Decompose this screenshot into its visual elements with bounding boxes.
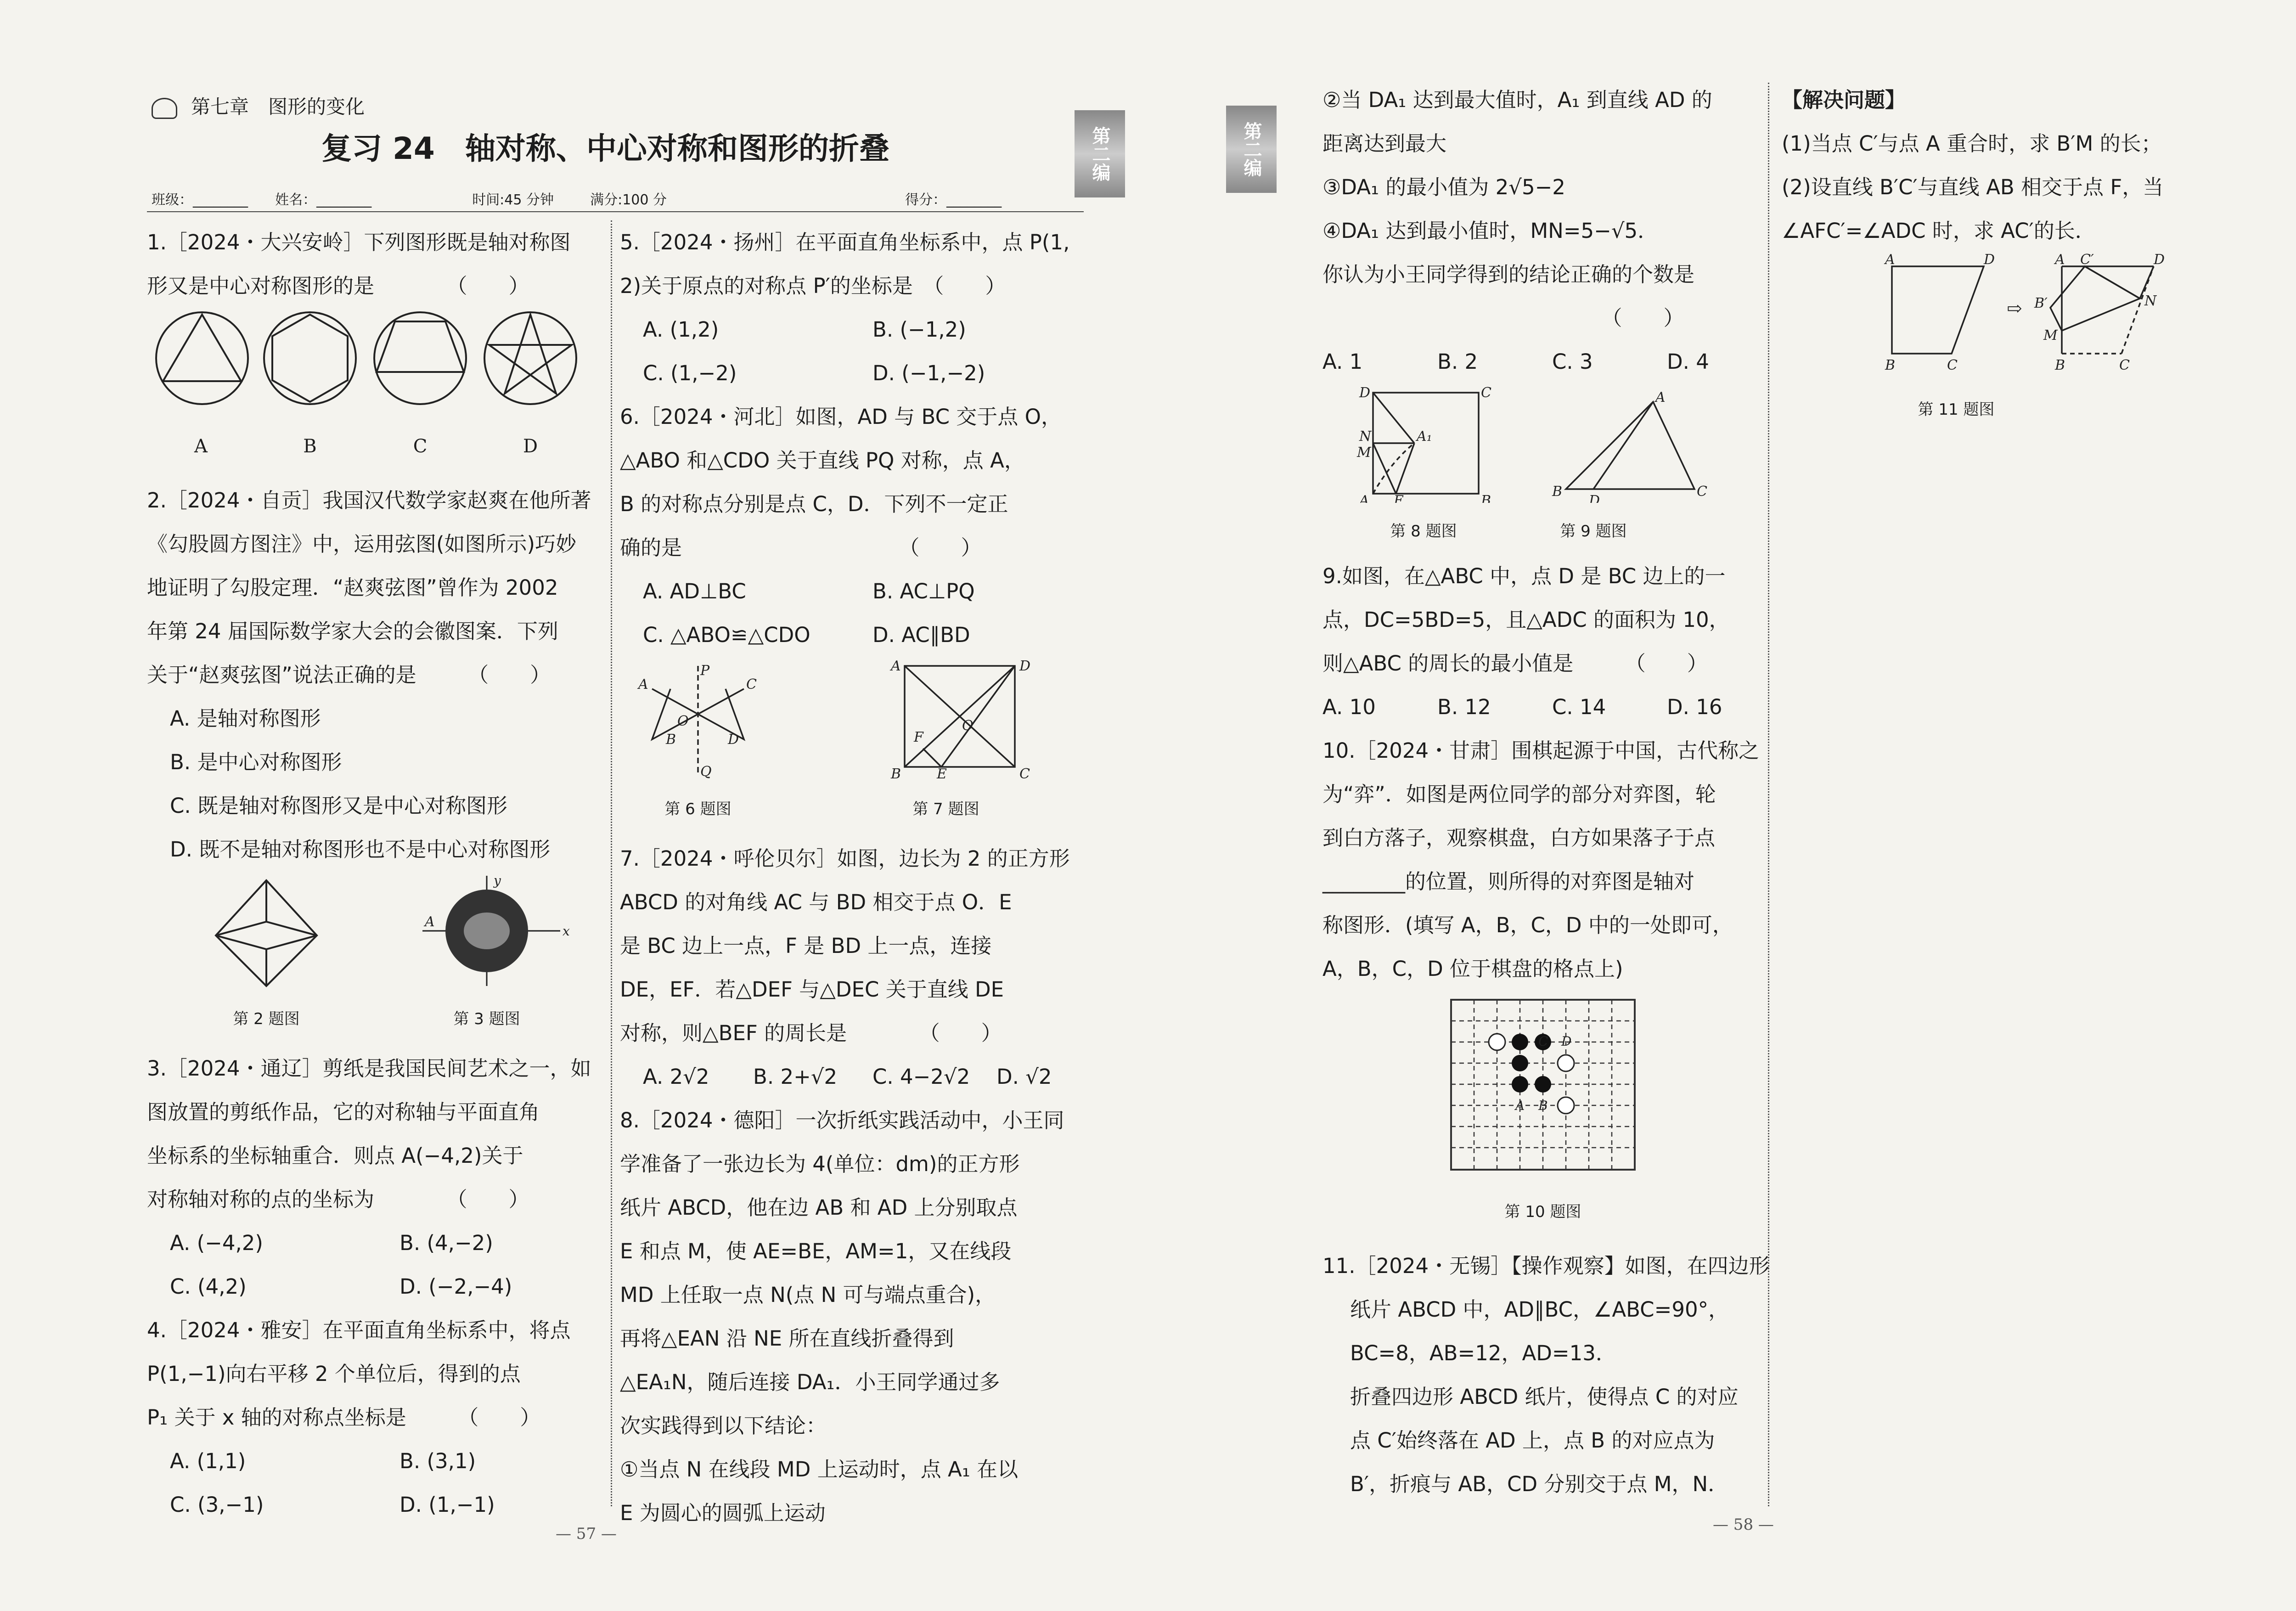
q2-line-3: 地证明了勾股定理．“赵爽弦图”曾作为 2002 — [147, 575, 558, 600]
chapter-icon — [152, 98, 177, 119]
q8-option-b: B. 2 — [1437, 349, 1478, 374]
svg-text:C: C — [1019, 766, 1030, 781]
q8-line-5: MD 上任取一点 N(点 N 可与端点重合)， — [620, 1283, 996, 1307]
q7-line-1: 7.［2024・呼伦贝尔］如图，边长为 2 的正方形 — [620, 846, 1070, 871]
got-label: 得分：________ — [905, 192, 1002, 208]
q6-option-d: D. AC∥BD — [872, 623, 970, 647]
q6-labels — [637, 663, 757, 780]
q9-option-c: C. 14 — [1552, 695, 1606, 719]
q1-label-d: D — [523, 436, 538, 457]
q1-figure-c — [374, 312, 466, 404]
svg-text:Q: Q — [700, 764, 712, 780]
svg-text:A: A — [425, 914, 435, 930]
q10-caption: 第 10 题图 — [1504, 1203, 1581, 1221]
far-right-column — [1782, 78, 2241, 423]
q2-line-2: 《勾股圆方图注》中，运用弦图(如图所示)巧妙 — [147, 532, 577, 556]
q6-line-3: B 的对称点分别是点 C，D．下列不一定正 — [620, 492, 1008, 516]
svg-text:A: A — [1885, 253, 1895, 268]
svg-text:B: B — [1885, 357, 1896, 373]
svg-text:D: D — [728, 732, 739, 748]
q8-line-2: 学准备了一张边长为 4(单位：dm)的正方形 — [620, 1152, 1020, 1176]
svg-text:D: D — [1019, 658, 1031, 674]
q8-cont-line-5: 你认为小王同学得到的结论正确的个数是 — [1322, 262, 1695, 287]
q5-line-1: 5.［2024・扬州］在平面直角坐标系中，点 P(1, — [620, 230, 1070, 254]
svg-text:C: C — [2119, 357, 2130, 373]
q8-cont-line-4: ④DA₁ 达到最小值时，MN=5−√5． — [1322, 219, 1659, 243]
q4-line-3: P₁ 关于 x 轴的对称点坐标是 （ ） — [147, 1405, 541, 1430]
svg-text:E: E — [937, 766, 947, 781]
svg-text:D: D — [2154, 253, 2165, 268]
q8-line-4: E 和点 M，使 AE=BE，AM=1，又在线段 — [620, 1239, 1012, 1263]
q8-line-8: 次实践得到以下结论： — [620, 1414, 827, 1438]
q1-figures — [147, 308, 588, 418]
q9-option-a: A. 10 — [1322, 695, 1376, 719]
q2-line-4: 年第 24 届国际数学家大会的会徽图案．下列 — [147, 619, 558, 643]
chapter-heading: 第七章 图形的变化 — [152, 92, 365, 119]
time-label: 时间:45 分钟 — [472, 192, 554, 208]
score-label: 满分:100 分 — [590, 192, 667, 208]
q11-line-1: 11.［2024・无锡］【操作观察】如图，在四边形 — [1322, 1254, 1770, 1278]
q7-line-2: ABCD 的对角线 AC 与 BD 相交于点 O．E — [620, 890, 1012, 914]
q5-option-b: B. (−1,2) — [872, 317, 966, 342]
svg-text:N: N — [2144, 293, 2157, 309]
svg-text:D: D — [1359, 385, 1371, 401]
q6-line-4: 确的是 （ ） — [620, 535, 982, 560]
q10-line-3: 到白方落子，观察棋盘，白方如果落子于点 — [1322, 826, 1716, 850]
q3-line-2: 图放置的剪纸作品，它的对称轴与平面直角 — [147, 1100, 540, 1124]
q2-option-b: B. 是中心对称图形 — [170, 750, 342, 774]
svg-text:B: B — [891, 766, 901, 781]
q4-line-2: P(1,−1)向右平移 2 个单位后，得到的点 — [147, 1362, 521, 1386]
q5-option-a: A. (1,2) — [643, 317, 719, 342]
svg-text:O: O — [962, 718, 974, 734]
q8-cont-line-6: （ ） — [1322, 306, 1684, 330]
q6-option-b: B. AC⊥PQ — [872, 579, 975, 603]
q2-q3-figures — [147, 871, 588, 991]
column-divider-right — [1768, 83, 1771, 1506]
svg-text:C: C — [746, 676, 757, 693]
q1-figure-d — [484, 312, 576, 404]
q8-line-1: 8.［2024・德阳］一次折纸实践活动中，小王同 — [620, 1108, 1064, 1132]
info-line — [152, 188, 1002, 208]
svg-text:F: F — [914, 729, 923, 745]
q2-option-d: D. 既不是轴对称图形也不是中心对称图形 — [170, 837, 551, 862]
q3-line-4: 对称轴对称的点的坐标为 （ ） — [147, 1187, 529, 1211]
page-number-right: — 58 — — [1713, 1515, 1774, 1534]
q7-option-b: B. 2+√2 — [753, 1065, 838, 1089]
svg-text:D: D — [1984, 253, 1995, 268]
column-divider-left — [611, 220, 613, 1506]
section-tag-right: 第二编 — [1226, 106, 1277, 193]
q11-part-2: (2)设直线 B′C′与直线 AB 相交于点 F，当 — [1782, 175, 2164, 199]
q7-line-5: 对称，则△BEF 的周长是 （ ） — [620, 1021, 1002, 1045]
q5-option-c: C. (1,−2) — [643, 361, 737, 385]
svg-text:C: C — [1481, 385, 1491, 401]
q2-option-c: C. 既是轴对称图形又是中心对称图形 — [170, 794, 508, 818]
q1-line-2: 形又是中心对称图形的是 （ ） — [147, 274, 529, 298]
q1-label-c: C — [413, 436, 428, 457]
svg-text:C: C — [1947, 357, 1958, 373]
q6-caption: 第 6 题图 — [664, 800, 732, 818]
q11-line-4: 折叠四边形 ABCD 纸片，使得点 C 的对应 — [1350, 1385, 1739, 1409]
q8-caption: 第 8 题图 — [1390, 522, 1457, 541]
svg-text:O: O — [677, 713, 689, 729]
q11-quad — [1892, 266, 1984, 354]
q11-line-2: 纸片 ABCD 中，AD∥BC，∠ABC=90°， — [1350, 1297, 1729, 1322]
svg-text:B: B — [1552, 484, 1563, 500]
q6-line-1: 6.［2024・河北］如图，AD 与 BC 交于点 O， — [620, 405, 1062, 429]
q7-figure — [905, 666, 1015, 767]
page-number-left: — 57 — — [556, 1525, 617, 1543]
q9-caption: 第 9 题图 — [1560, 522, 1627, 541]
svg-text:A: A — [891, 658, 901, 674]
q11-caption: 第 11 题图 — [1918, 400, 1995, 419]
svg-text:B: B — [1481, 493, 1491, 503]
q8-q9-figures — [1322, 383, 1763, 503]
q7-option-c: C. 4−2√2 — [872, 1065, 970, 1089]
header-rule — [147, 211, 1084, 212]
q9-labels — [1552, 389, 1707, 503]
svg-text:A: A — [1515, 1098, 1525, 1113]
q11-part-3: ∠AFC′=∠ADC 时，求 AC′的长． — [1782, 219, 2096, 243]
section-tag-left: 第二编 — [1075, 110, 1125, 197]
left-column — [147, 220, 606, 1527]
q6-line-2: △ABO 和△CDO 关于直线 PQ 对称，点 A， — [620, 448, 1025, 473]
svg-text:B′: B′ — [2034, 295, 2048, 311]
svg-text:A: A — [1359, 493, 1369, 503]
q9-option-d: D. 16 — [1667, 695, 1722, 719]
name-label: 姓名：________ — [275, 192, 372, 208]
q2-line-1: 2.［2024・自贡］我国汉代数学家赵爽在他所著 — [147, 488, 591, 513]
q3-line-3: 坐标系的坐标轴重合．则点 A(−4,2)关于 — [147, 1143, 523, 1168]
q10-go-board — [1322, 991, 1763, 1183]
svg-text:A: A — [2055, 253, 2065, 268]
svg-text:P: P — [700, 663, 710, 679]
q8-line-7: △EA₁N，随后连接 DA₁．小王同学通过多 — [620, 1370, 1000, 1394]
middle-column — [620, 220, 1084, 1535]
q6-option-c: C. △ABO≌△CDO — [643, 623, 810, 647]
q8-line-6: 再将△EAN 沿 NE 所在直线折叠得到 — [620, 1326, 954, 1351]
q10-line-2: 为“弈”．如图是两位同学的部分对弈图，轮 — [1322, 782, 1716, 806]
q8-option-c: C. 3 — [1552, 349, 1593, 374]
svg-text:D: D — [1589, 493, 1600, 503]
q7-option-a: A. 2√2 — [643, 1065, 709, 1089]
q3-option-c: C. (4,2) — [170, 1274, 247, 1299]
q4-line-1: 4.［2024・雅安］在平面直角坐标系中，将点 — [147, 1318, 571, 1342]
svg-text:C′: C′ — [2080, 253, 2094, 268]
q2-option-a: A. 是轴对称图形 — [170, 706, 321, 731]
q9-line-2: 点，DC=5BD=5，且△ADC 的面积为 10， — [1322, 608, 1730, 632]
q10-line-4: ________的位置，则所得的对弈图是轴对 — [1322, 869, 1695, 894]
solve-heading: 【解决问题】 — [1782, 88, 1906, 112]
page-title: 复习 24 轴对称、中心对称和图形的折叠 — [321, 131, 889, 166]
q7-option-d: D. √2 — [996, 1065, 1052, 1089]
q8-option-d: D. 4 — [1667, 349, 1709, 374]
q11-part-1: (1)当点 C′与点 A 重合时，求 B′M 的长； — [1782, 131, 2162, 156]
q11-folded — [2050, 266, 2154, 354]
svg-text:N: N — [1359, 428, 1372, 445]
q4-option-d: D. (1,−1) — [400, 1493, 495, 1517]
q8-option-a: A. 1 — [1322, 349, 1363, 374]
q8-cont-line-1: ②当 DA₁ 达到最大值时，A₁ 到直线 AD 的 — [1322, 88, 1712, 112]
q1-figure-b — [264, 312, 356, 404]
q5-option-d: D. (−1,−2) — [872, 361, 985, 385]
q10-line-5: 称图形．(填写 A，B，C，D 中的一处即可， — [1322, 913, 1733, 937]
svg-text:x: x — [563, 924, 570, 939]
right-column — [1322, 78, 1770, 1506]
q8-line-3: 纸片 ABCD，他在边 AB 和 AD 上分别取点 — [620, 1195, 1018, 1220]
svg-text:B: B — [1538, 1098, 1548, 1113]
q3-caption: 第 3 题图 — [453, 1010, 520, 1028]
q2-line-5: 关于“赵爽弦图”说法正确的是 （ ） — [147, 663, 551, 687]
q7-line-4: DE，EF．若△DEF 与△DEC 关于直线 DE — [620, 977, 1004, 1002]
q9-figure — [1566, 402, 1694, 489]
q9-line-3: 则△ABC 的周长的最小值是 （ ） — [1322, 651, 1708, 676]
q6-figure — [652, 666, 744, 776]
q8-cont-line-3: ③DA₁ 的最小值为 2√5−2 — [1322, 175, 1565, 199]
arrow-icon: ⇨ — [2007, 298, 2022, 319]
zhao-shuang-diagram — [216, 880, 317, 986]
q1-line-1: 1.［2024・大兴安岭］下列图形既是轴对称图 — [147, 230, 571, 254]
class-label: 班级：________ — [152, 192, 248, 208]
q2-caption: 第 2 题图 — [233, 1010, 300, 1028]
q7-caption: 第 7 题图 — [912, 800, 979, 818]
q3-option-d: D. (−2,−4) — [400, 1274, 512, 1299]
q1-label-b: B — [303, 436, 317, 457]
q3-option-a: A. (−4,2) — [170, 1231, 263, 1255]
q10-line-6: A，B，C，D 位于棋盘的格点上) — [1322, 957, 1623, 981]
q8-line-9: ①当点 N 在线段 MD 上运动时，点 A₁ 在以 — [620, 1457, 1019, 1481]
paper-cut-figure — [422, 873, 570, 986]
q1-figure-a — [156, 312, 248, 404]
q8-cont-line-2: 距离达到最大 — [1322, 131, 1447, 156]
svg-text:B: B — [2055, 357, 2065, 373]
q11-figures — [1782, 253, 2241, 381]
q3-option-b: B. (4,−2) — [400, 1231, 493, 1255]
q9-line-1: 9.如图，在△ABC 中，点 D 是 BC 边上的一 — [1322, 564, 1726, 588]
svg-text:A: A — [1655, 389, 1666, 406]
svg-text:y: y — [494, 873, 501, 888]
q11-line-6: B′，折痕与 AB，CD 分别交于点 M，N． — [1350, 1472, 1729, 1496]
svg-text:M: M — [1357, 445, 1371, 461]
q5-line-2: 2)关于原点的对称点 P′的坐标是 （ ） — [620, 274, 1006, 298]
q1-label-a: A — [194, 436, 208, 457]
svg-text:A: A — [638, 676, 648, 693]
q6-option-a: A. AD⊥BC — [643, 579, 746, 603]
q4-option-a: A. (1,1) — [170, 1449, 246, 1473]
q3-line-1: 3.［2024・通辽］剪纸是我国民间艺术之一，如 — [147, 1056, 591, 1081]
q7-line-3: 是 BC 边上一点，F 是 BD 上一点，连接 — [620, 934, 992, 958]
q9-option-b: B. 12 — [1437, 695, 1491, 719]
svg-text:A₁: A₁ — [1417, 428, 1432, 445]
svg-text:E: E — [1394, 493, 1404, 503]
svg-text:D: D — [1561, 1034, 1572, 1049]
q10-line-1: 10.［2024・甘肃］围棋起源于中国，古代称之 — [1322, 738, 1760, 763]
q4-option-b: B. (3,1) — [400, 1449, 476, 1473]
q4-option-c: C. (3,−1) — [170, 1493, 264, 1517]
q6-q7-figures — [620, 657, 1079, 781]
svg-text:C: C — [1538, 1034, 1548, 1049]
svg-text:B: B — [666, 732, 676, 748]
q11-line-5: 点 C′始终落在 AD 上，点 B 的对应点为 — [1350, 1428, 1715, 1453]
svg-text:C: C — [1697, 484, 1707, 500]
q11-line-3: BC=8，AB=12，AD=13． — [1350, 1341, 1616, 1365]
svg-text:M: M — [2043, 327, 2058, 344]
q8-line-10: E 为圆心的圆弧上运动 — [620, 1501, 826, 1525]
